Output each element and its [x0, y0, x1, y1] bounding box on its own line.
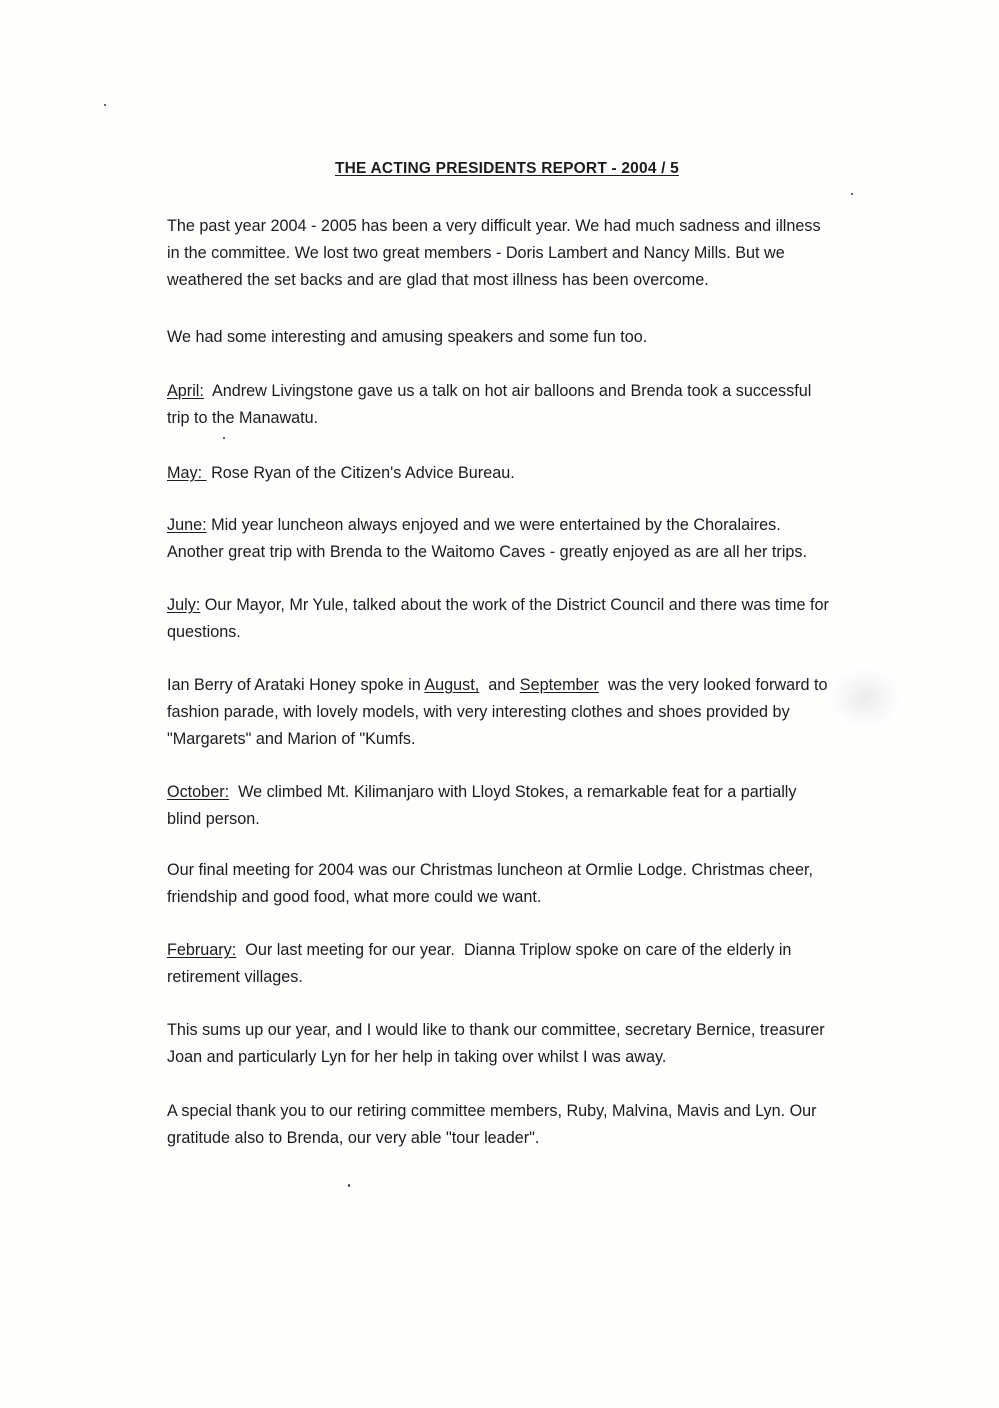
text-line: [167, 378, 887, 405]
text-segment: Andrew Livingstone gave us a talk on hot air balloons and Brenda took a successful: [203, 382, 812, 400]
text-segment: We climbed Mt. Kilimanjaro with Lloyd Stokes, a remarkable feat for a partially: [229, 783, 797, 801]
text-line: Another great trip with Brenda to the Waitomo Caves - greatly enjoyed as are all her trips.: [167, 543, 808, 561]
text-segment: Mid year luncheon always enjoyed and we were entertained by the Choralaires.: [206, 516, 781, 534]
paragraph-october: [167, 779, 887, 833]
scan-speck: [348, 1184, 350, 1187]
paragraph-may: [167, 460, 887, 487]
text-segment: Ian Berry of Arataki Honey spoke in: [167, 676, 425, 694]
month-label-june: June:: [167, 516, 207, 534]
text-line: [167, 460, 887, 487]
month-label-august: August,: [424, 676, 480, 694]
month-label-september: September: [519, 676, 599, 694]
report-title: THE ACTING PRESIDENTS REPORT - 2004 / 5: [335, 160, 679, 177]
text-line: [167, 672, 887, 699]
text-line: weathered the set backs and are glad that most illness has been overcome.: [167, 271, 709, 289]
text-line: We had some interesting and amusing speakers and some fun too.: [167, 328, 648, 346]
scan-speck: [851, 193, 853, 195]
paragraph-intro: [167, 213, 887, 294]
text-line: A special thank you to our retiring committee members, Ruby, Malvina, Mavis and Lyn. Our: [167, 1102, 817, 1120]
text-line: [167, 779, 887, 806]
paragraph-thanks: [167, 1017, 887, 1071]
text-segment: Rose Ryan of the Citizen's Advice Bureau.: [206, 464, 515, 482]
text-line: retirement villages.: [167, 968, 303, 986]
month-label-february: February:: [167, 941, 237, 959]
paragraph-speakers: [167, 324, 887, 351]
paragraph-july: [167, 592, 887, 646]
month-label-april: April:: [167, 382, 204, 400]
text-line: [167, 512, 887, 539]
paragraph-february: [167, 937, 887, 991]
text-line: gratitude also to Brenda, our very able "tour leader".: [167, 1129, 540, 1147]
text-line: [167, 592, 887, 619]
text-segment: Our last meeting for our year. Dianna Triplow spoke on care of the elderly in: [236, 941, 792, 959]
text-segment: was the very looked forward to: [598, 676, 828, 694]
text-line: blind person.: [167, 810, 260, 828]
text-line: trip to the Manawatu.: [167, 409, 319, 427]
scan-speck: [104, 104, 106, 106]
paragraph-special: [167, 1098, 887, 1152]
scan-speck: [223, 437, 225, 439]
text-line: fashion parade, with lovely models, with very interesting clothes and shoes provided by: [167, 703, 790, 721]
text-line: The past year 2004 - 2005 has been a very difficult year. We had much sadness and illness: [167, 217, 821, 235]
text-segment: Our Mayor, Mr Yule, talked about the work of the District Council and there was time for: [200, 596, 829, 614]
text-line: Our final meeting for 2004 was our Christmas luncheon at Ormlie Lodge. Christmas cheer,: [167, 861, 813, 879]
paragraph-april: [167, 378, 887, 432]
paragraph-christmas: [167, 857, 887, 911]
text-line: "Margarets" and Marion of "Kumfs.: [167, 730, 416, 748]
text-segment: and: [479, 676, 520, 694]
month-label-october: October:: [167, 783, 230, 801]
text-line: friendship and good food, what more could we want.: [167, 888, 542, 906]
text-line: [167, 937, 887, 964]
text-line: Joan and particularly Lyn for her help in taking over whilst I was away.: [167, 1048, 667, 1066]
paragraph-june: [167, 512, 887, 566]
month-label-may: May:: [167, 464, 207, 482]
month-label-july: July:: [167, 596, 201, 614]
text-line: questions.: [167, 623, 241, 641]
text-line: in the committee. We lost two great members - Doris Lambert and Nancy Mills. But we: [167, 244, 785, 262]
paragraph-august: [167, 672, 887, 753]
text-line: This sums up our year, and I would like to thank our committee, secretary Bernice, treasurer: [167, 1021, 825, 1039]
